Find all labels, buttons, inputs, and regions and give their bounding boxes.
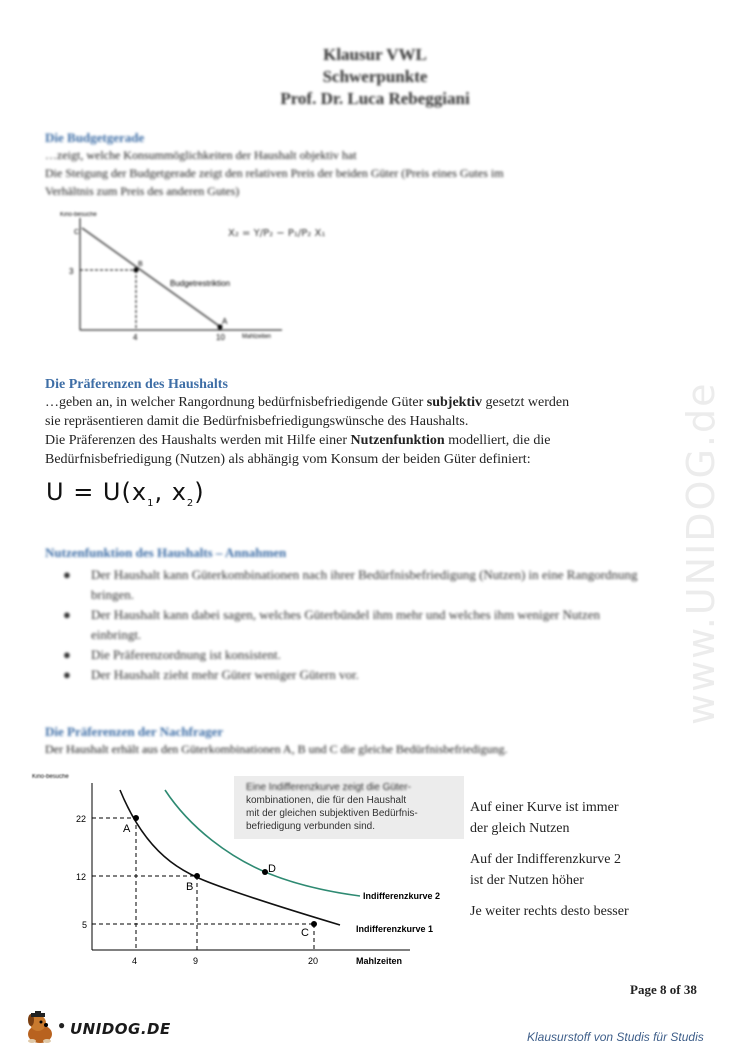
watermark-text: www.UNIDOG.de (679, 381, 723, 725)
point-a (133, 815, 139, 821)
page-number (630, 982, 697, 998)
budget-line-3: Verhältnis zum Preis des anderen Gutes) (45, 184, 240, 198)
preferences-line-3-tail: modelliert, die die (444, 433, 551, 448)
assumptions-list (63, 565, 651, 685)
watermark (672, 260, 732, 730)
page-of: of (666, 982, 684, 997)
page-total: 38 (683, 982, 697, 997)
point-d-label: D (268, 863, 276, 875)
preferences-line-3 (45, 431, 675, 450)
bullet-icon: ● (63, 567, 71, 582)
x-tick-9: 9 (193, 956, 199, 966)
page-prefix: Page (630, 982, 660, 997)
page-current: 8 (659, 982, 667, 997)
assumption-item (63, 645, 651, 665)
assumption-item (63, 605, 651, 645)
side-note-2-line-1: Auf der Indifferenzkurve 2 (470, 852, 621, 867)
assumptions-section (45, 545, 665, 685)
point-b (194, 873, 200, 879)
utility-formula-sub-1: 1 (147, 497, 155, 509)
callout-line-2: kombinationen, die für den Haushalt (246, 795, 407, 806)
preferences-line-3-text: Die Präferenzen des Haushalts werden mit Hilfe einer (45, 433, 351, 448)
bullet-icon: ● (63, 607, 71, 622)
demand-preferences-heading: Die Präferenzen der Nachfrager (45, 724, 224, 739)
budget-label-restriction: Budgetrestriktion (170, 279, 231, 288)
y-tick-22: 22 (76, 814, 87, 824)
budget-formula: X₂ = Y/P₂ − P₁/P₂ X₁ (228, 228, 326, 239)
footer-tagline: Klausurstoff von Studis für Studis (527, 1030, 704, 1044)
side-notes (470, 797, 670, 922)
utility-formula (46, 478, 205, 509)
title-line-1: Klausur VWL (323, 45, 427, 64)
preferences-line-1-tail: gesetzt werden (482, 395, 570, 410)
assumption-text: Der Haushalt kann dabei sagen, welches Güterbündel ihm mehr und welches ihm weniger Nutzen einbringt. (91, 607, 601, 642)
preferences-section (45, 377, 675, 469)
title-line-2: Schwerpunkte (322, 67, 428, 86)
budget-line (82, 228, 222, 328)
budget-heading: Die Budgetgerade (45, 130, 145, 145)
logo-text: UNIDOG.DE (70, 1020, 171, 1038)
curve-1-label: Indifferenzkurve 1 (356, 924, 434, 934)
preferences-keyword-subjektiv: subjektiv (426, 395, 482, 410)
y-tick-12: 12 (76, 872, 87, 882)
assumption-text: Der Haushalt zieht mehr Güter weniger Gütern vor. (91, 667, 359, 682)
preferences-line-1-text: …geben an, in welcher Rangordnung bedürfnisbefriedigende Güter (45, 395, 427, 410)
y-tick-5: 5 (82, 920, 88, 930)
preferences-line-4: Bedürfnisbefriedigung (Nutzen) als abhängig vom Konsum der beiden Güter definiert: (45, 452, 531, 467)
budget-line-2: Die Steigung der Budgetgerade zeigt den relativen Preis der beiden Güter (Preis eines Gutes im (45, 166, 504, 180)
budget-chart (60, 208, 290, 343)
indiff-y-axis-label: Kino-besuche (32, 774, 69, 780)
side-note-1-line-2: der gleich Nutzen (470, 821, 570, 836)
budget-label-c: C (74, 229, 80, 236)
budget-point-b (134, 268, 139, 273)
document-title (0, 44, 750, 110)
demand-preferences-line: Der Haushalt erhält aus den Güterkombinationen A, B und C die gleiche Bedürfnisbefriedigung. (45, 742, 508, 756)
callout-line-4: befriedigung verbunden sind. (246, 821, 375, 832)
budget-x-label: Mahlzeiten (242, 334, 272, 340)
bullet-icon: ● (63, 647, 71, 662)
point-c (311, 921, 317, 927)
budget-x-tick-4: 4 (133, 333, 138, 342)
preferences-line-2: sie repräsentieren damit die Bedürfnisbefriedigungswünsche des Haushalts. (45, 414, 469, 429)
side-note-1 (470, 797, 670, 839)
x-axis-label: Mahlzeiten (356, 956, 403, 966)
assumption-item (63, 565, 651, 605)
budget-y-label: Kino-besuche (60, 212, 97, 218)
assumptions-heading: Nutzenfunktion des Haushalts – Annahmen (45, 545, 287, 560)
assumption-text: Der Haushalt kann Güterkombinationen nach ihrer Bedürfnisbefriedigung (Nutzen) in eine Rangordnung bringen. (91, 567, 638, 602)
budget-section (45, 130, 665, 200)
utility-formula-end: ) (194, 478, 205, 506)
x-tick-20: 20 (308, 956, 319, 966)
callout-line-3: mit der gleichen subjektiven Bedürfnis- (246, 808, 418, 819)
x-tick-4: 4 (132, 956, 138, 966)
preferences-keyword-nutzenfunktion: Nutzenfunktion (350, 433, 445, 448)
budget-y-tick-3: 3 (69, 267, 74, 276)
budget-line-1: …zeigt, welche Konsummöglichkeiten der Haushalt objektiv hat (45, 148, 357, 162)
point-c-label: C (301, 927, 309, 939)
side-note-2-line-2: ist der Nutzen höher (470, 873, 584, 888)
preferences-line-1 (45, 393, 675, 412)
demand-preferences-section (45, 724, 675, 759)
utility-formula-sub-2: 2 (186, 497, 195, 509)
assumption-text: Die Präferenzordnung ist konsistent. (91, 647, 281, 662)
side-note-1-line-1: Auf einer Kurve ist immer (470, 800, 619, 815)
point-b-label: B (186, 881, 194, 893)
side-note-3: Je weiter rechts desto besser (470, 904, 629, 919)
bullet-icon: ● (63, 667, 71, 682)
utility-formula-main: U = U(x (46, 478, 148, 506)
paw-icon: ● (58, 1018, 66, 1032)
budget-x-tick-10: 10 (216, 333, 225, 342)
side-note-2 (470, 849, 670, 891)
point-a-label: A (123, 823, 131, 835)
preferences-heading: Die Präferenzen des Haushalts (45, 377, 228, 392)
dog-mascot-icon (22, 1010, 58, 1046)
footer-logo[interactable] (22, 1010, 171, 1046)
title-line-3: Prof. Dr. Luca Rebeggiani (280, 89, 470, 108)
curve-2-label: Indifferenzkurve 2 (363, 891, 441, 901)
assumption-item (63, 665, 651, 685)
utility-formula-mid: , x (154, 478, 187, 506)
indifference-callout (234, 776, 464, 839)
budget-label-b: B (138, 261, 143, 268)
budget-label-a: A (222, 317, 228, 326)
callout-line-1: Eine Indifferenzkurve zeigt die Güter- (246, 782, 411, 793)
